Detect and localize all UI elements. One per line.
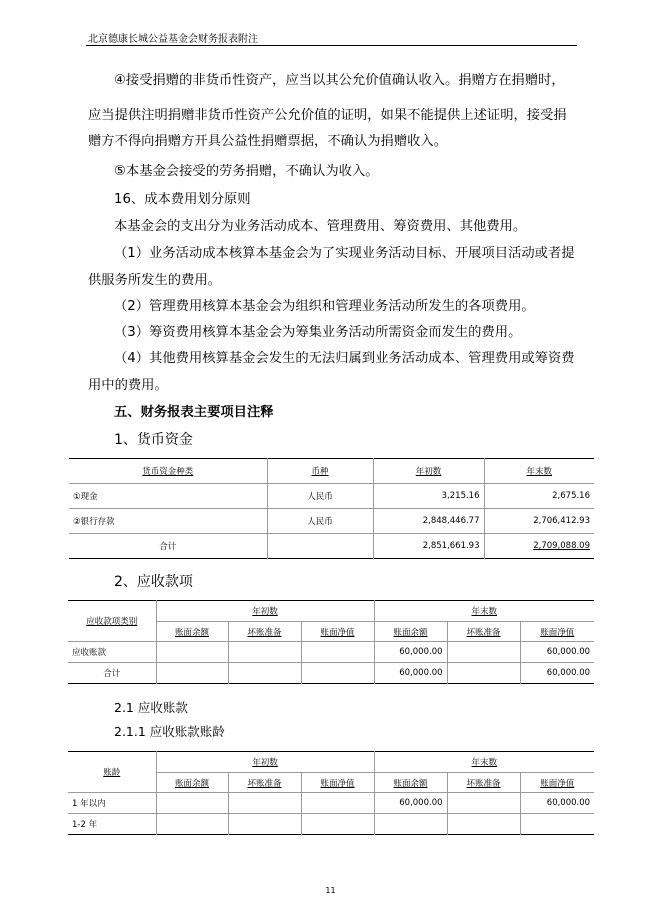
value-cell bbox=[447, 642, 520, 663]
column-header: 货币资金种类 bbox=[69, 459, 267, 484]
end-total-cell: 2,709,088.09 bbox=[533, 541, 590, 551]
paragraph-line: 本基金会的支出分为业务活动成本、管理费用、筹资费用、其他费用。 bbox=[114, 219, 527, 234]
end-value-cell: 2,675.16 bbox=[484, 484, 594, 509]
empty-cell bbox=[267, 534, 373, 559]
subsection-heading: 1、货币资金 bbox=[114, 432, 193, 448]
value-cell: 60,000.00 bbox=[520, 642, 594, 663]
value-cell bbox=[228, 642, 301, 663]
group-header-begin: 年初数 bbox=[156, 601, 374, 622]
value-cell bbox=[228, 793, 301, 814]
value-cell bbox=[301, 793, 374, 814]
subsection-heading: 2.1 应收账款 bbox=[114, 700, 188, 715]
value-cell bbox=[228, 663, 301, 684]
column-header: 账面净值 bbox=[520, 773, 594, 793]
begin-value-cell: 2,848,446.77 bbox=[373, 509, 484, 534]
row-label-cell: 1-2 年 bbox=[68, 814, 156, 835]
table-header-row bbox=[68, 752, 594, 773]
table-row bbox=[69, 509, 594, 534]
column-header: 坏账准备 bbox=[228, 622, 301, 642]
column-header: 年末数 bbox=[484, 459, 594, 484]
section-title: 五、财务报表主要项目注释 bbox=[114, 405, 274, 420]
paragraph-line: 赠方不得向捐赠方开具公益性捐赠票据，不确认为捐赠收入。 bbox=[88, 134, 448, 149]
table-header-row bbox=[69, 459, 594, 484]
paragraph-line: 用中的费用。 bbox=[88, 378, 168, 393]
end-value-cell: 2,706,412.93 bbox=[484, 509, 594, 534]
table-total-row bbox=[69, 534, 594, 559]
table-total-row bbox=[68, 663, 594, 684]
total-label-cell: 合计 bbox=[68, 663, 156, 684]
header-divider bbox=[86, 45, 577, 46]
table-row bbox=[68, 814, 594, 835]
column-header: 账面余额 bbox=[156, 622, 228, 642]
paragraph-line: （2）管理费用核算本基金会为组织和管理业务活动所发生的各项费用。 bbox=[114, 299, 535, 314]
column-header: 账面净值 bbox=[301, 773, 374, 793]
column-header: 账面净值 bbox=[301, 622, 374, 642]
value-cell bbox=[156, 793, 228, 814]
value-cell: 60,000.00 bbox=[520, 793, 594, 814]
value-cell: 60,000.00 bbox=[374, 793, 447, 814]
value-cell bbox=[156, 814, 228, 835]
value-cell bbox=[447, 793, 520, 814]
currency-cell: 人民币 bbox=[267, 484, 373, 509]
table-row bbox=[68, 793, 594, 814]
cash-type-cell: ①现金 bbox=[69, 484, 267, 509]
begin-value-cell: 3,215.16 bbox=[373, 484, 484, 509]
corner-header: 账龄 bbox=[68, 752, 156, 793]
paragraph-line: 应当提供注明捐赠非货币性资产公允价值的证明，如果不能提供上述证明，接受捐 bbox=[88, 108, 567, 123]
column-header: 账面余额 bbox=[374, 622, 447, 642]
begin-total-cell: 2,851,661.93 bbox=[373, 534, 484, 559]
cash-type-cell: ②银行存款 bbox=[69, 509, 267, 534]
column-header: 币种 bbox=[267, 459, 373, 484]
subsection-heading: 2、应收款项 bbox=[114, 574, 193, 590]
column-header: 账面余额 bbox=[374, 773, 447, 793]
paragraph-line: （4）其他费用核算基金会发生的无法归属到业务活动成本、管理费用或筹资费 bbox=[114, 351, 575, 366]
row-label-cell: 1 年以内 bbox=[68, 793, 156, 814]
corner-header: 应收款项类别 bbox=[68, 601, 156, 642]
receivables-table bbox=[68, 600, 594, 684]
subsection-heading: 2.1.1 应收账款账龄 bbox=[114, 724, 225, 739]
value-cell bbox=[228, 814, 301, 835]
table-header-row bbox=[68, 601, 594, 622]
paragraph-line: 供服务所发生的费用。 bbox=[88, 273, 221, 288]
page-number: 11 bbox=[325, 886, 336, 895]
column-header: 坏账准备 bbox=[447, 622, 520, 642]
value-cell bbox=[301, 642, 374, 663]
value-cell: 60,000.00 bbox=[546, 668, 591, 678]
section-heading: 16、成本费用划分原则 bbox=[114, 192, 251, 207]
value-cell bbox=[447, 663, 520, 684]
column-header: 坏账准备 bbox=[228, 773, 301, 793]
paragraph-line: （1）业务活动成本核算本基金会为了实现业务活动目标、开展项目活动或者提 bbox=[114, 246, 575, 261]
column-header: 年初数 bbox=[373, 459, 484, 484]
paragraph-line: ④接受捐赠的非货币性资产，应当以其公允价值确认收入。捐赠方在捐赠时， bbox=[114, 73, 565, 88]
value-cell bbox=[301, 663, 374, 684]
value-cell bbox=[374, 814, 447, 835]
cash-table bbox=[69, 458, 594, 559]
value-cell bbox=[156, 642, 228, 663]
value-cell: 60,000.00 bbox=[374, 642, 447, 663]
row-label-cell: 应收账款 bbox=[68, 642, 156, 663]
page-header: 北京德康长城公益基金会财务报表附注 bbox=[88, 34, 258, 45]
group-header-begin: 年初数 bbox=[156, 752, 374, 773]
paragraph-line: （3）筹资费用核算本基金会为筹集业务活动所需资金而发生的费用。 bbox=[114, 325, 522, 340]
value-cell bbox=[301, 814, 374, 835]
group-header-end: 年末数 bbox=[374, 601, 594, 622]
value-cell bbox=[520, 814, 594, 835]
value-cell: 60,000.00 bbox=[374, 663, 447, 684]
paragraph-line: ⑤本基金会接受的劳务捐赠，不确认为收入。 bbox=[114, 164, 379, 179]
column-header: 账面余额 bbox=[156, 773, 228, 793]
column-header: 账面净值 bbox=[520, 622, 594, 642]
total-label-cell: 合计 bbox=[69, 534, 267, 559]
currency-cell: 人民币 bbox=[267, 509, 373, 534]
group-header-end: 年末数 bbox=[374, 752, 594, 773]
table-row bbox=[69, 484, 594, 509]
value-cell bbox=[156, 663, 228, 684]
column-header: 坏账准备 bbox=[447, 773, 520, 793]
value-cell bbox=[447, 814, 520, 835]
receivables-aging-table bbox=[68, 751, 594, 835]
table-row bbox=[68, 642, 594, 663]
